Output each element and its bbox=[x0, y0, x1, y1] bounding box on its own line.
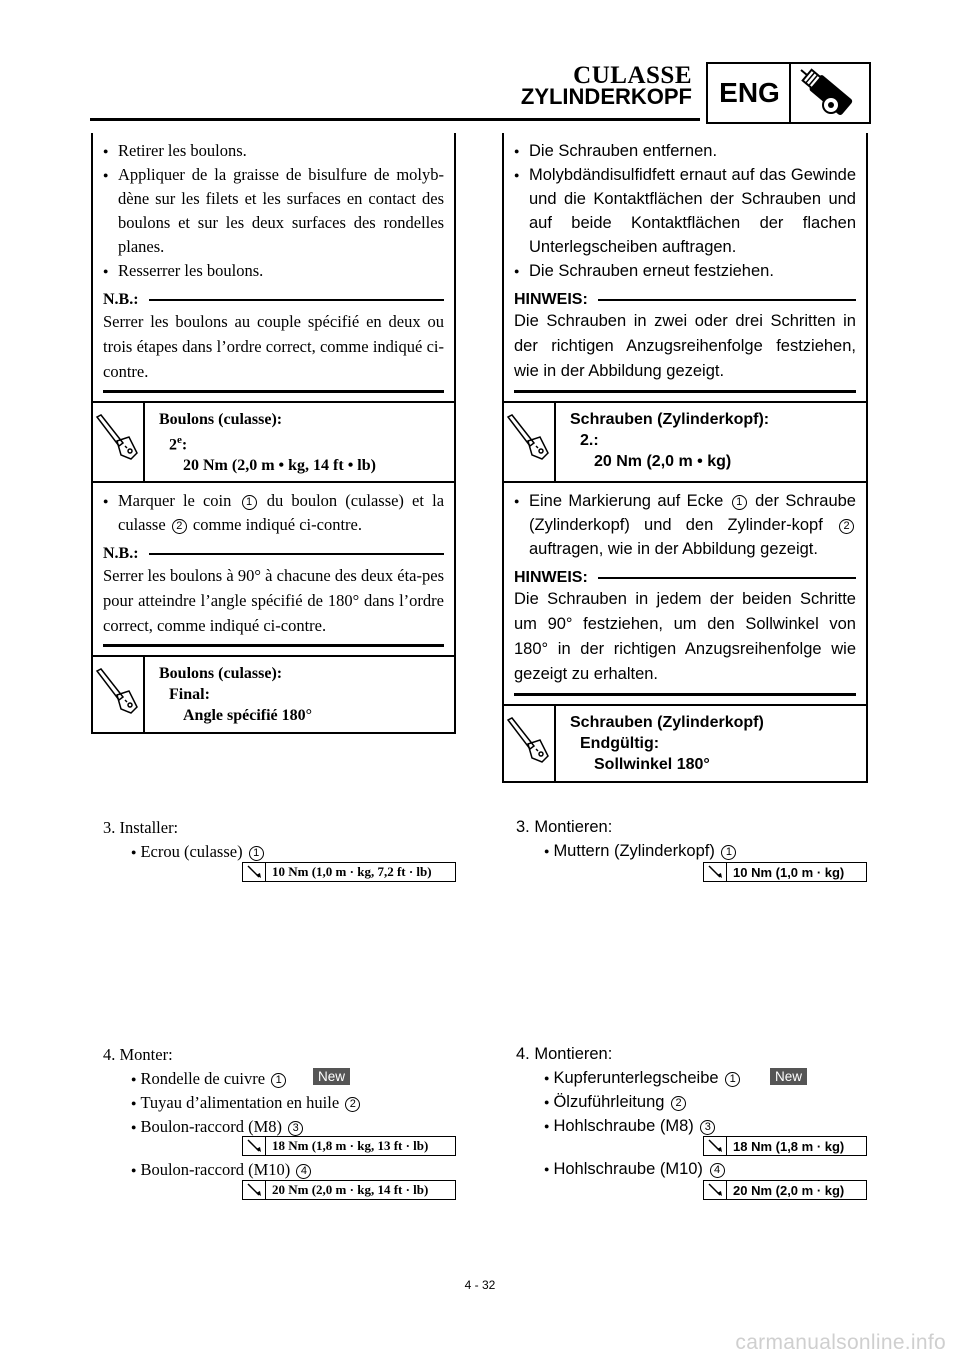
angle-spec bbox=[504, 706, 866, 783]
header-title-de: ZYLINDERKOPF bbox=[520, 84, 692, 109]
torque-wrench-icon bbox=[504, 403, 554, 481]
list-item: ● Tuyau d’alimentation en huile 2 bbox=[131, 1093, 362, 1113]
note-end-rule bbox=[103, 390, 444, 393]
torque-wrench-icon bbox=[243, 863, 266, 881]
torque-spec bbox=[504, 403, 866, 483]
note-label: N.B.: bbox=[103, 291, 139, 308]
bullet-item: ● Appliquer de la graisse de bisulfure de molyb-dène sur les filets et les surfaces en contact des boulons et sur les deux surfaces des rondelles planes. bbox=[103, 163, 444, 259]
bullet-item: ● Eine Markierung auf Ecke 1 der Schraube (Zylinderkopf) und den Zylinder-kopf 2 auftragen, wie in der Abbildung gezeigt. bbox=[514, 489, 856, 561]
torque-value-box: 10 Nm (1,0 m · kg, 7,2 ft · lb) bbox=[242, 862, 456, 882]
note-label: HINWEIS: bbox=[514, 569, 588, 586]
step-3-title: 3. Installer: bbox=[103, 818, 179, 837]
torque-wrench-icon bbox=[243, 1181, 266, 1199]
list-item: ● Ölzuführleitung 2 bbox=[544, 1093, 688, 1112]
list-item: ● Kupferunterlegscheibe 1 bbox=[544, 1069, 742, 1088]
torque-wrench-icon bbox=[504, 706, 554, 781]
torque-value-box: 20 Nm (2,0 m · kg) bbox=[703, 1180, 867, 1200]
new-part-badge: New bbox=[770, 1068, 807, 1085]
list-item: ● Boulon-raccord (M10) 4 bbox=[131, 1160, 313, 1180]
list-item: ● Hohlschraube (M8) 3 bbox=[544, 1117, 717, 1136]
note-end-rule bbox=[514, 390, 856, 393]
engine-icon bbox=[789, 62, 871, 124]
note-text: Die Schrauben in jedem der beiden Schritte um 90° festziehen, um den Sollwinkel von 180° in der richtigen Anzugsreihenfolge wie gezeigt zu erhalten. bbox=[514, 590, 856, 683]
note-text: Serrer les boulons à 90° à chacune des deux éta-pes pour atteindre l’angle spécifié de 180° dans l’ordre correct, comme indiqué ci-contre. bbox=[103, 566, 444, 635]
angle-spec bbox=[93, 657, 454, 734]
spec-value: 20 Nm (2,0 m • kg) bbox=[594, 453, 732, 470]
step-4-title: 4. Monter: bbox=[103, 1045, 173, 1064]
spec-step: 2e: bbox=[169, 434, 188, 454]
watermark: carmanualsonline.info bbox=[735, 1331, 946, 1354]
torque-wrench-icon bbox=[93, 403, 143, 481]
spec-label: Schrauben (Zylinderkopf) bbox=[570, 714, 764, 731]
torque-wrench-icon bbox=[704, 1137, 727, 1155]
spec-label: Schrauben (Zylinderkopf): bbox=[570, 411, 770, 428]
spec-step: Endgültig: bbox=[580, 735, 660, 752]
spec-label: Boulons (culasse): bbox=[159, 665, 283, 682]
torque-value-box: 18 Nm (1,8 m · kg, 13 ft · lb) bbox=[242, 1136, 456, 1156]
list-item: ● Ecrou (culasse) 1 bbox=[131, 842, 266, 862]
note-header bbox=[103, 545, 444, 563]
torque-value-box: 10 Nm (1,0 m · kg) bbox=[703, 862, 867, 882]
note-text: Serrer les boulons au couple spécifié en deux ou trois étapes dans l’ordre correct, comme indiqué ci-contre. bbox=[103, 312, 444, 381]
torque-wrench-icon bbox=[243, 1137, 266, 1155]
spec-value: 20 Nm (2,0 m • kg, 14 ft • lb) bbox=[183, 457, 376, 475]
column-fr bbox=[91, 133, 456, 734]
note-header bbox=[103, 291, 444, 309]
section-badge: ENG bbox=[706, 62, 791, 124]
spec-label: Boulons (culasse): bbox=[159, 411, 283, 428]
page-number: 4 - 32 bbox=[464, 1278, 496, 1292]
spec-step: 2.: bbox=[580, 432, 599, 449]
note-end-rule bbox=[514, 693, 856, 696]
header-title-fr: CULASSE bbox=[573, 62, 692, 89]
spec-value: Angle spécifié 180° bbox=[183, 707, 313, 724]
new-part-badge: New bbox=[313, 1068, 350, 1085]
spec-value: Sollwinkel 180° bbox=[594, 756, 710, 773]
note-label: HINWEIS: bbox=[514, 291, 588, 308]
torque-wrench-icon bbox=[704, 863, 727, 881]
torque-wrench-icon bbox=[93, 657, 143, 732]
note-label: N.B.: bbox=[103, 545, 139, 562]
note-end-rule bbox=[103, 644, 444, 647]
note-header bbox=[514, 291, 856, 309]
step-3-title: 3. Montieren: bbox=[516, 818, 613, 836]
bullet-item: ● Die Schrauben erneut festziehen. bbox=[514, 259, 856, 283]
torque-value-box: 20 Nm (2,0 m · kg, 14 ft · lb) bbox=[242, 1180, 456, 1200]
step-4-title: 4. Montieren: bbox=[516, 1045, 613, 1063]
list-item: ● Rondelle de cuivre 1 bbox=[131, 1069, 288, 1089]
note-header bbox=[514, 569, 856, 587]
list-item: ● Muttern (Zylinderkopf) 1 bbox=[544, 842, 738, 861]
torque-value-box: 18 Nm (1,8 m · kg) bbox=[703, 1136, 867, 1156]
list-item: ● Hohlschraube (M10) 4 bbox=[544, 1160, 727, 1179]
torque-wrench-icon bbox=[704, 1181, 727, 1199]
column-de bbox=[502, 133, 868, 783]
list-item: ● Boulon-raccord (M8) 3 bbox=[131, 1117, 305, 1137]
header-rule bbox=[90, 118, 700, 121]
note-text: Die Schrauben in zwei oder drei Schritten in der richtigen Anzugsreihenfolge festziehen, wie in der Abbildung gezeigt. bbox=[514, 312, 856, 380]
spec-step: Final: bbox=[169, 686, 210, 703]
bullet-item: ● Resserrer les boulons. bbox=[103, 259, 444, 283]
bullet-item: ● Molybdändisulfidfett ernaut auf das Gewinde und die Kontaktflächen der Schrauben und auf beide Kontaktflächen der flachen Unterlegscheiben auftragen. bbox=[514, 163, 856, 259]
bullet-item: ● Marquer le coin 1 du boulon (culasse) et la culasse 2 comme indiqué ci-contre. bbox=[103, 489, 444, 537]
torque-spec bbox=[93, 403, 454, 483]
bullet-item: ● Retirer les boulons. bbox=[103, 139, 444, 163]
bullet-item: ● Die Schrauben entfernen. bbox=[514, 139, 856, 163]
